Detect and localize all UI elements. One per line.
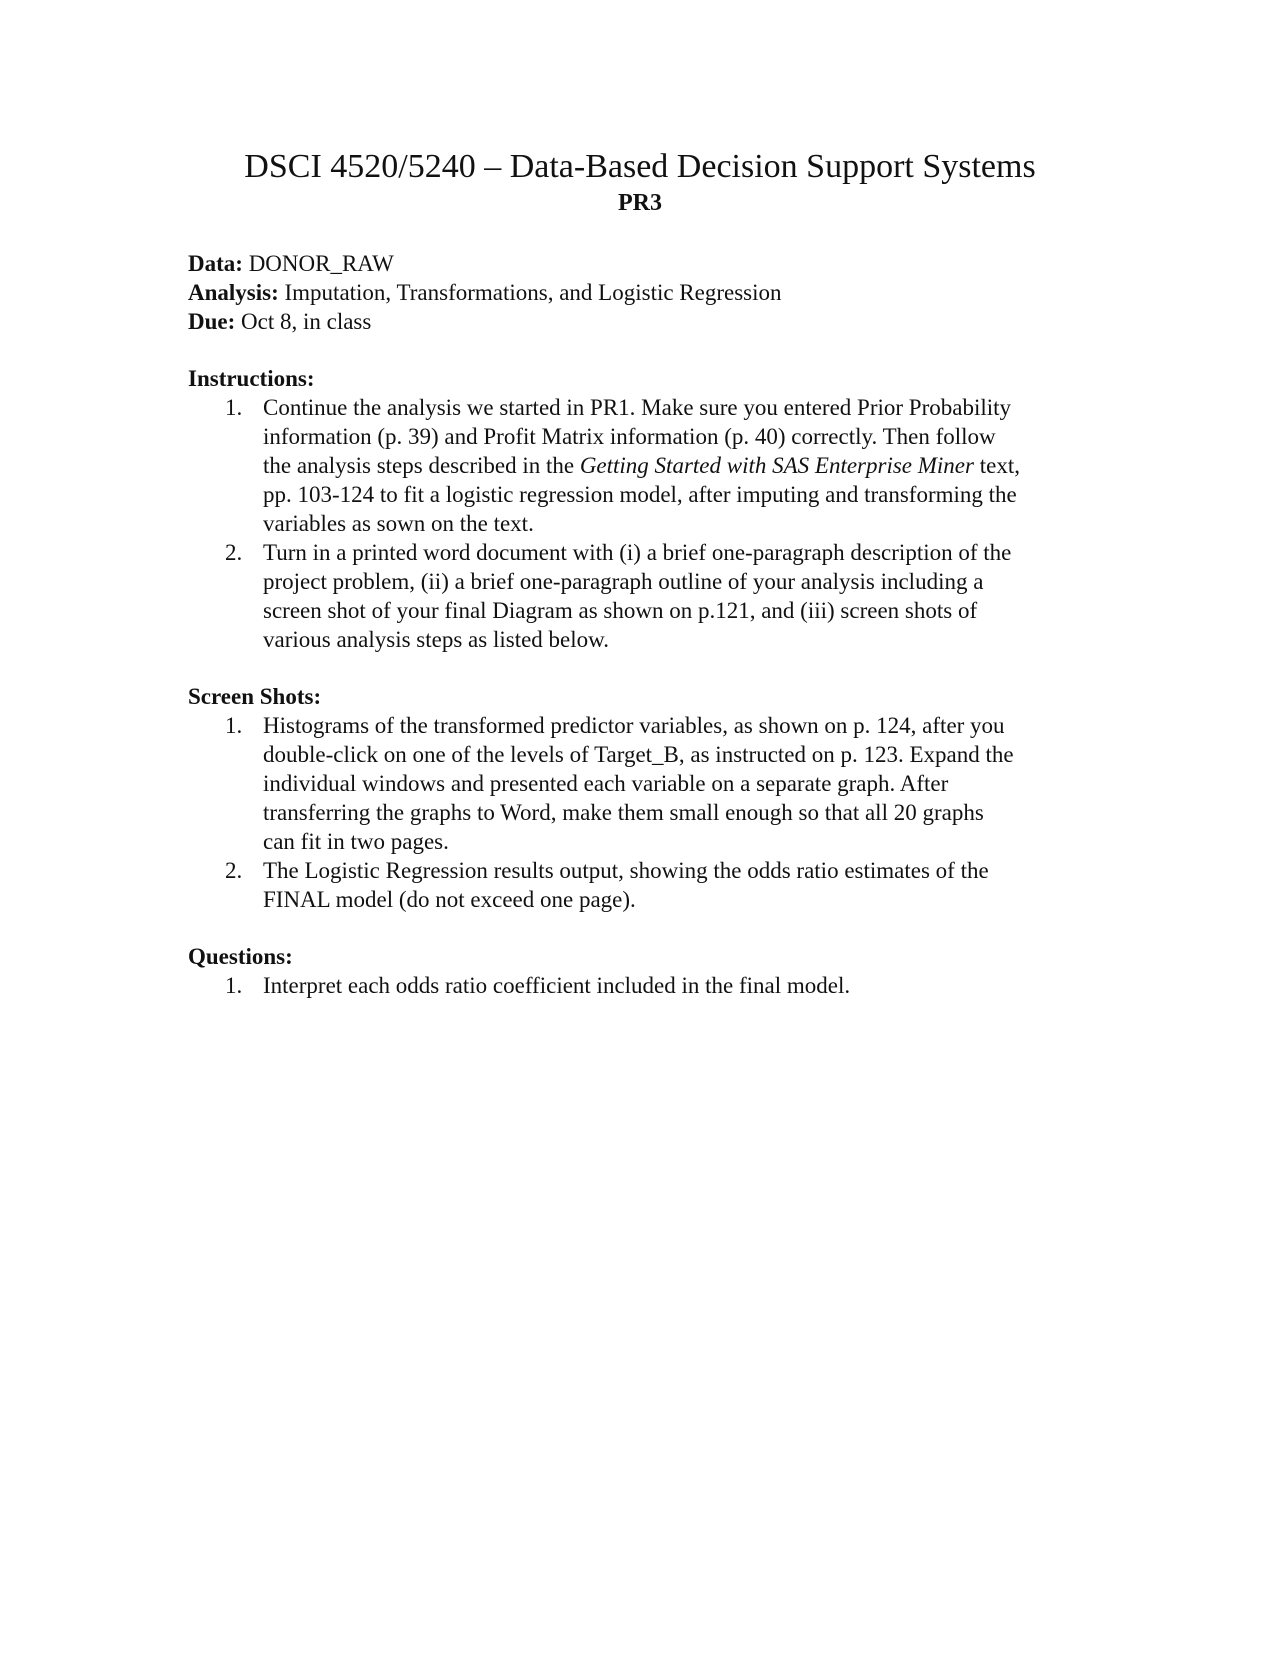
book-title: Getting Started with SAS Enterprise Miner <box>579 453 974 478</box>
document-body <box>188 249 1118 1000</box>
document-subtitle: PR3 <box>618 190 662 216</box>
list-line: Interpret each odds ratio coefficient included in the final model. <box>263 973 851 998</box>
list-number: 2. <box>225 540 243 565</box>
list-line <box>263 451 1118 480</box>
screen-shots-heading: Screen Shots: <box>188 684 322 709</box>
list-line: individual windows and presented each variable on a separate graph. After <box>263 771 949 796</box>
meta-analysis-value: Imputation, Transformations, and Logistic Regression <box>284 280 782 305</box>
meta-data-value: DONOR_RAW <box>248 251 394 276</box>
list-item <box>188 393 1118 538</box>
screen-shots-list <box>188 711 1118 914</box>
list-line: project problem, (ii) a brief one-paragraph outline of your analysis including a <box>263 569 984 594</box>
meta-due-label: Due: <box>188 309 236 334</box>
list-line: Turn in a printed word document with (i) a brief one-paragraph description of the <box>263 540 1012 565</box>
list-line: pp. 103-124 to fit a logistic regression model, after imputing and transforming the <box>263 482 1017 507</box>
meta-data-line <box>188 249 1118 278</box>
list-number: 1. <box>225 395 243 420</box>
instructions-section <box>188 364 1118 654</box>
list-item <box>188 538 1118 654</box>
list-line: screen shot of your final Diagram as shown on p.121, and (iii) screen shots of <box>263 598 978 623</box>
list-line: can fit in two pages. <box>263 829 449 854</box>
list-line-text: text, <box>973 453 1020 478</box>
meta-analysis-label: Analysis: <box>188 280 279 305</box>
instructions-list <box>188 393 1118 654</box>
list-number: 2. <box>225 858 243 883</box>
questions-heading: Questions: <box>188 944 293 969</box>
list-item <box>188 856 1118 914</box>
list-line: transferring the graphs to Word, make them small enough so that all 20 graphs <box>263 800 984 825</box>
meta-analysis-line <box>188 278 1118 307</box>
list-item <box>188 711 1118 856</box>
instructions-heading: Instructions: <box>188 366 315 391</box>
list-number: 1. <box>225 713 243 738</box>
list-line: Continue the analysis we started in PR1. Make sure you entered Prior Probability <box>263 395 1012 420</box>
assignment-meta <box>188 249 1118 336</box>
list-number: 1. <box>225 973 243 998</box>
questions-section <box>188 942 1118 1000</box>
list-line: Histograms of the transformed predictor variables, as shown on p. 124, after you <box>263 713 1005 738</box>
list-line: double-click on one of the levels of Target_B, as instructed on p. 123. Expand the <box>263 742 1014 767</box>
list-line: FINAL model (do not exceed one page). <box>263 887 636 912</box>
list-line-text: the analysis steps described in the <box>263 453 580 478</box>
meta-due-value: Oct 8, in class <box>241 309 372 334</box>
list-line: various analysis steps as listed below. <box>263 627 610 652</box>
meta-data-label: Data: <box>188 251 243 276</box>
list-line: information (p. 39) and Profit Matrix information (p. 40) correctly. Then follow <box>263 424 996 449</box>
questions-list <box>188 971 1118 1000</box>
list-line: variables as sown on the text. <box>263 511 534 536</box>
meta-due-line <box>188 307 1118 336</box>
list-item <box>188 971 1118 1000</box>
document-title: DSCI 4520/5240 – Data-Based Decision Support Systems <box>244 148 1036 185</box>
list-line: The Logistic Regression results output, showing the odds ratio estimates of the <box>263 858 989 883</box>
screen-shots-section <box>188 682 1118 914</box>
